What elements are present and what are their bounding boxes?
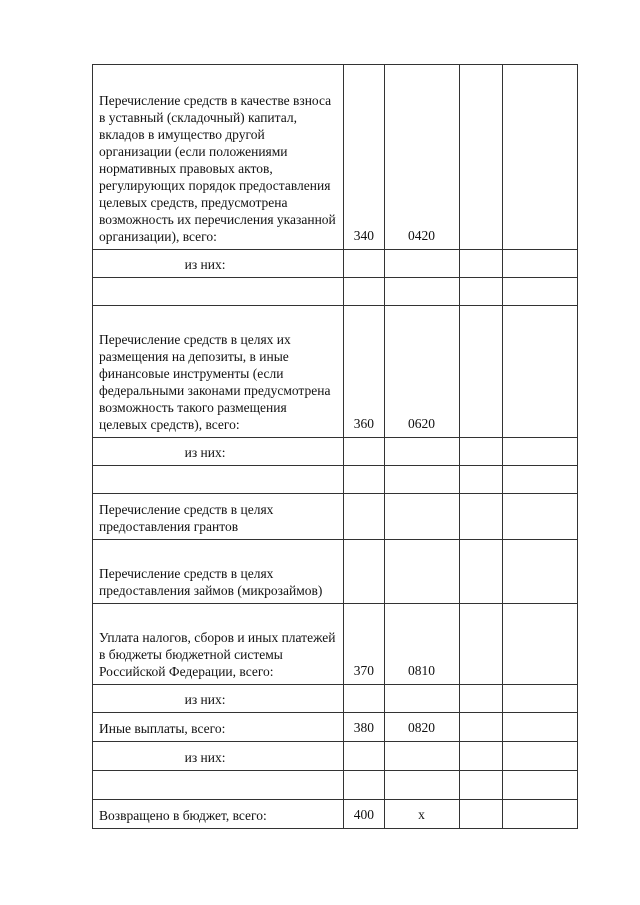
- line-code-cell: [344, 494, 385, 540]
- row-label-cell: [93, 685, 344, 713]
- line-code: [350, 794, 378, 799]
- table-row: [93, 466, 578, 494]
- empty-cell: [503, 306, 578, 438]
- empty-cell: [503, 742, 578, 771]
- row-label-cell: [93, 494, 344, 540]
- row-label: из них:: [184, 445, 226, 460]
- row-label-cell: [93, 742, 344, 771]
- kbk-code-cell: [384, 438, 459, 466]
- kbk-code: [391, 765, 453, 770]
- row-label-cell: [93, 800, 344, 829]
- empty-cell: [503, 771, 578, 800]
- row-label-cell: [93, 438, 344, 466]
- row-label-cell: [93, 713, 344, 742]
- line-code: [350, 707, 378, 712]
- kbk-code-cell: [384, 800, 459, 829]
- kbk-code-cell: [384, 604, 459, 685]
- kbk-code-cell: [384, 466, 459, 494]
- kbk-code: [391, 598, 453, 603]
- kbk-code: 0420: [408, 228, 436, 243]
- table-row: [93, 685, 578, 713]
- line-code-cell: [344, 742, 385, 771]
- row-label: Перечисление средств в целях предоставления займов (микрозаймов): [99, 566, 323, 598]
- line-code-cell: [344, 438, 385, 466]
- empty-cell: [503, 540, 578, 604]
- row-label-cell: [93, 604, 344, 685]
- row-label: из них:: [184, 257, 226, 272]
- kbk-code: [391, 272, 453, 277]
- empty-cell: [459, 278, 503, 306]
- table-row: [93, 250, 578, 278]
- row-label: [99, 795, 337, 799]
- kbk-code-cell: [384, 494, 459, 540]
- kbk-code-cell: [384, 540, 459, 604]
- row-label: Возвращено в бюджет, всего:: [99, 808, 267, 823]
- row-label: Уплата налогов, сборов и иных платежей в бюджеты бюджетной системы Российской Федерации, всего:: [99, 630, 336, 679]
- kbk-code-cell: [384, 65, 459, 250]
- row-label: [99, 301, 337, 305]
- table-row: [93, 278, 578, 306]
- table-row: [93, 494, 578, 540]
- empty-cell: [459, 65, 503, 250]
- kbk-code: [391, 300, 453, 305]
- kbk-code-cell: [384, 685, 459, 713]
- row-label: [99, 489, 337, 493]
- row-label-cell: [93, 278, 344, 306]
- row-label: Перечисление средств в целях их размещения на депозиты, в иные финансовые инструменты (если федеральными законами предусмотрена возможность такого размещения целевых средств), всего:: [99, 332, 331, 432]
- row-label: из них:: [184, 750, 226, 765]
- line-code: [350, 765, 378, 770]
- row-label-cell: [93, 466, 344, 494]
- row-label-cell: [93, 771, 344, 800]
- empty-cell: [459, 685, 503, 713]
- line-code-cell: [344, 466, 385, 494]
- kbk-code-cell: [384, 306, 459, 438]
- table-row: [93, 742, 578, 771]
- kbk-code: x: [418, 807, 425, 822]
- kbk-code-cell: [384, 771, 459, 800]
- table-row: [93, 604, 578, 685]
- table-row: [93, 65, 578, 250]
- empty-cell: [503, 65, 578, 250]
- line-code: [350, 460, 378, 465]
- empty-cell: [503, 250, 578, 278]
- kbk-code-cell: [384, 278, 459, 306]
- empty-cell: [503, 278, 578, 306]
- kbk-code: [391, 794, 453, 799]
- kbk-code: 0820: [408, 720, 436, 735]
- kbk-code-cell: [384, 742, 459, 771]
- kbk-code-cell: [384, 713, 459, 742]
- row-label-cell: [93, 306, 344, 438]
- empty-cell: [459, 306, 503, 438]
- empty-cell: [459, 604, 503, 685]
- kbk-code: 0810: [408, 663, 436, 678]
- kbk-code-cell: [384, 250, 459, 278]
- line-code-cell: [344, 713, 385, 742]
- empty-cell: [503, 494, 578, 540]
- kbk-code: [391, 707, 453, 712]
- line-code-cell: [344, 685, 385, 713]
- line-code: 370: [353, 663, 374, 678]
- row-label-cell: [93, 250, 344, 278]
- table-row: [93, 800, 578, 829]
- empty-cell: [503, 800, 578, 829]
- kbk-code: 0620: [408, 416, 436, 431]
- empty-cell: [459, 800, 503, 829]
- line-code: [350, 598, 378, 603]
- empty-cell: [459, 742, 503, 771]
- kbk-code: [391, 534, 453, 539]
- line-code-cell: [344, 306, 385, 438]
- row-label: Иные выплаты, всего:: [99, 721, 226, 736]
- table-row: [93, 713, 578, 742]
- empty-cell: [503, 685, 578, 713]
- empty-cell: [459, 713, 503, 742]
- table-row: [93, 438, 578, 466]
- empty-cell: [503, 713, 578, 742]
- line-code: 400: [353, 807, 374, 822]
- line-code: [350, 534, 378, 539]
- table-row: [93, 540, 578, 604]
- line-code: [350, 488, 378, 493]
- line-code: 380: [353, 720, 374, 735]
- report-table: [92, 64, 578, 829]
- line-code: 360: [353, 416, 374, 431]
- kbk-code: [391, 460, 453, 465]
- line-code: [350, 272, 378, 277]
- table-row: [93, 306, 578, 438]
- line-code-cell: [344, 278, 385, 306]
- empty-cell: [459, 250, 503, 278]
- empty-cell: [459, 540, 503, 604]
- row-label: из них:: [184, 692, 226, 707]
- empty-cell: [503, 466, 578, 494]
- line-code-cell: [344, 771, 385, 800]
- empty-cell: [503, 438, 578, 466]
- row-label: Перечисление средств в качестве взноса в уставный (складочный) капитал, вкладов в имущество другой организации (если положениями нормативных правовых актов, регулирующих порядок предоставления целевых средств, предусмотрена возможность их перечисления указанной организации), всего:: [99, 93, 336, 244]
- line-code-cell: [344, 540, 385, 604]
- row-label-cell: [93, 65, 344, 250]
- empty-cell: [459, 438, 503, 466]
- line-code: [350, 300, 378, 305]
- row-label-cell: [93, 540, 344, 604]
- empty-cell: [503, 604, 578, 685]
- empty-cell: [459, 466, 503, 494]
- line-code-cell: [344, 65, 385, 250]
- row-label: Перечисление средств в целях предоставления грантов: [99, 502, 274, 534]
- line-code-cell: [344, 800, 385, 829]
- empty-cell: [459, 494, 503, 540]
- line-code: 340: [353, 228, 374, 243]
- line-code-cell: [344, 604, 385, 685]
- kbk-code: [391, 488, 453, 493]
- line-code-cell: [344, 250, 385, 278]
- table-row: [93, 771, 578, 800]
- empty-cell: [459, 771, 503, 800]
